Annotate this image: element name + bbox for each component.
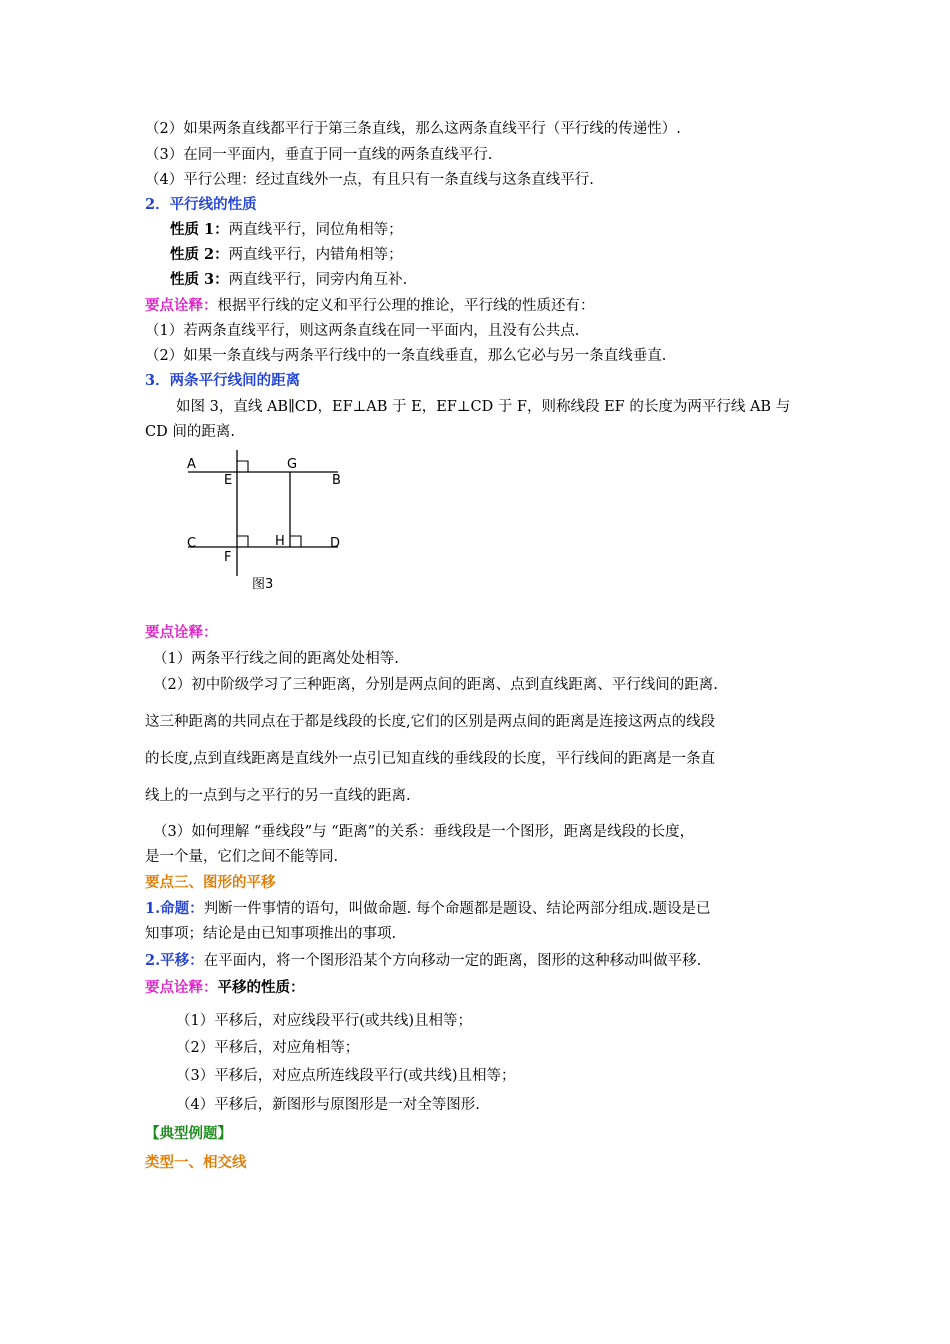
figure-caption: 图3	[252, 577, 274, 592]
translation-note-label: 要点诠释：	[145, 979, 218, 996]
properties-note	[145, 296, 595, 316]
distance-note-2-cont1: 这三种距离的共同点在于都是线段的长度,它们的区别是两点间的距离是连接这两点的线段	[145, 714, 716, 730]
label-A: A	[187, 457, 196, 472]
translation-property-3: （3）平移后，对应点所连线段平行(或共线)且相等；	[176, 1068, 516, 1084]
label-E: E	[224, 473, 233, 488]
figure-3-diagram	[180, 448, 350, 596]
translation-definition	[145, 951, 701, 971]
right-angle-E	[237, 461, 248, 472]
translation-heading: 要点三、图形的平移	[145, 874, 276, 891]
translation-text: 在平面内，将一个图形沿某个方向移动一定的距离，图形的这种移动叫做平移.	[203, 953, 702, 969]
property-1	[170, 220, 403, 240]
distance-note-3-line2: 是一个量，它们之间不能等同.	[145, 849, 339, 865]
translation-property-2: （2）平移后，对应角相等；	[176, 1040, 360, 1056]
label-G: G	[287, 457, 298, 472]
examples-heading: 【典型例题】	[145, 1125, 232, 1142]
label-B: B	[332, 473, 341, 488]
translation-property-4: （4）平移后，新图形与原图形是一对全等图形.	[176, 1097, 480, 1113]
properties-note-label: 要点诠释：	[145, 297, 218, 314]
label-F: F	[224, 550, 232, 565]
proposition-line2: 知事项；结论是由已知事项推出的事项.	[145, 926, 397, 942]
property-3-text: 两直线平行，同旁内角互补.	[228, 272, 408, 288]
property-3	[170, 270, 407, 290]
distance-note-2: （2）初中阶级学习了三种距离，分别是两点间的距离、点到直线距离、平行线间的距离.	[153, 677, 718, 693]
right-angle-F	[237, 536, 248, 547]
label-D: D	[330, 536, 341, 551]
distance-note-3-line1: （3）如何理解 “垂线段”与 “距离”的关系：垂线段是一个图形，距离是线段的长度，	[153, 824, 695, 840]
label-H: H	[275, 534, 285, 549]
translation-label: 2.平移：	[145, 952, 204, 969]
property-2-text: 两直线平行，内错角相等；	[228, 247, 403, 263]
distance-paragraph-line2: CD 间的距离.	[145, 424, 235, 440]
property-3-label: 性质 3：	[170, 271, 229, 288]
translation-property-1: （1）平移后，对应线段平行(或共线)且相等；	[176, 1013, 473, 1029]
distance-paragraph-line1: 如图 3，直线 AB∥CD，EF⊥AB 于 E，EF⊥CD 于 F，则称线段 EF 的长度为两平行线 AB 与	[176, 399, 791, 415]
translation-note	[145, 978, 305, 998]
properties-note-2: （2）如果一条直线与两条平行线中的一条直线垂直，那么它必与另一条直线垂直.	[145, 348, 667, 364]
distance-heading: 3．两条平行线间的距离	[145, 372, 301, 389]
distance-note-2-cont3: 线上的一点到与之平行的另一直线的距离.	[145, 788, 411, 804]
properties-note-1: （1）若两条直线平行，则这两条直线在同一平面内，且没有公共点.	[145, 323, 580, 339]
example-type-1: 类型一、相交线	[145, 1154, 247, 1171]
proposition-line1	[145, 899, 710, 919]
distance-note-2-cont2: 的长度,点到直线距离是直线外一点引已知直线的垂线段的长度，平行线间的距离是一条直	[145, 751, 716, 767]
property-2	[170, 245, 403, 265]
condition-item-4: （4）平行公理：经过直线外一点，有且只有一条直线与这条直线平行.	[145, 172, 594, 188]
property-1-text: 两直线平行，同位角相等；	[228, 222, 403, 238]
proposition-label: 1.命题：	[145, 900, 204, 917]
distance-note-1: （1）两条平行线之间的距离处处相等.	[153, 651, 399, 667]
property-1-label: 性质 1：	[170, 221, 229, 238]
properties-note-text: 根据平行线的定义和平行公理的推论，平行线的性质还有：	[217, 298, 595, 314]
proposition-text: 判断一件事情的语句，叫做命题. 每个命题都是题设、结论两部分组成.题设是已	[203, 901, 711, 917]
translation-note-sub: 平移的性质：	[217, 979, 305, 996]
distance-note-label: 要点诠释：	[145, 624, 218, 641]
label-C: C	[187, 536, 197, 551]
condition-item-2: （2）如果两条直线都平行于第三条直线，那么这两条直线平行（平行线的传递性）.	[145, 121, 681, 137]
condition-item-3: （3）在同一平面内，垂直于同一直线的两条直线平行.	[145, 147, 493, 163]
property-2-label: 性质 2：	[170, 246, 229, 263]
right-angle-H	[290, 536, 301, 547]
properties-heading: 2．平行线的性质	[145, 196, 257, 213]
